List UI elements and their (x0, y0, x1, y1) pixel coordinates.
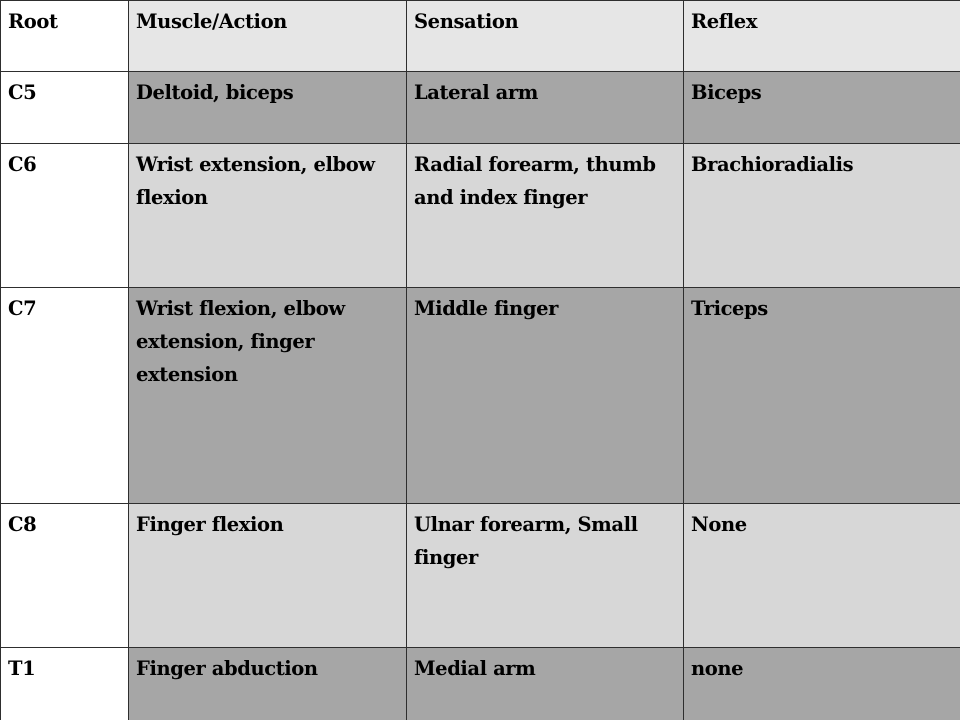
cell-sensation-c8: Ulnar forearm, Small finger (407, 504, 684, 648)
header-sensation: Sensation (407, 0, 684, 72)
header-root: Root (0, 0, 129, 72)
cell-reflex-c8: None (684, 504, 960, 648)
header-reflex: Reflex (684, 0, 960, 72)
cell-sensation-t1: Medial arm (407, 648, 684, 720)
cell-muscle-t1: Finger abduction (129, 648, 407, 720)
header-muscle-action: Muscle/Action (129, 0, 407, 72)
cell-sensation-c7: Middle finger (407, 288, 684, 504)
cell-muscle-c6: Wrist extension, elbow flexion (129, 144, 407, 288)
cell-sensation-c6: Radial forearm, thumb and index finger (407, 144, 684, 288)
cell-reflex-c5: Biceps (684, 72, 960, 144)
cell-root-c6: C6 (0, 144, 129, 288)
cell-muscle-c5: Deltoid, biceps (129, 72, 407, 144)
cell-root-c8: C8 (0, 504, 129, 648)
cell-reflex-t1: none (684, 648, 960, 720)
cell-root-c7: C7 (0, 288, 129, 504)
cell-sensation-c5: Lateral arm (407, 72, 684, 144)
cell-reflex-c7: Triceps (684, 288, 960, 504)
cell-muscle-c8: Finger flexion (129, 504, 407, 648)
cell-root-t1: T1 (0, 648, 129, 720)
cell-muscle-c7: Wrist flexion, elbow extension, finger extension (129, 288, 407, 504)
cell-root-c5: C5 (0, 72, 129, 144)
cell-reflex-c6: Brachioradialis (684, 144, 960, 288)
